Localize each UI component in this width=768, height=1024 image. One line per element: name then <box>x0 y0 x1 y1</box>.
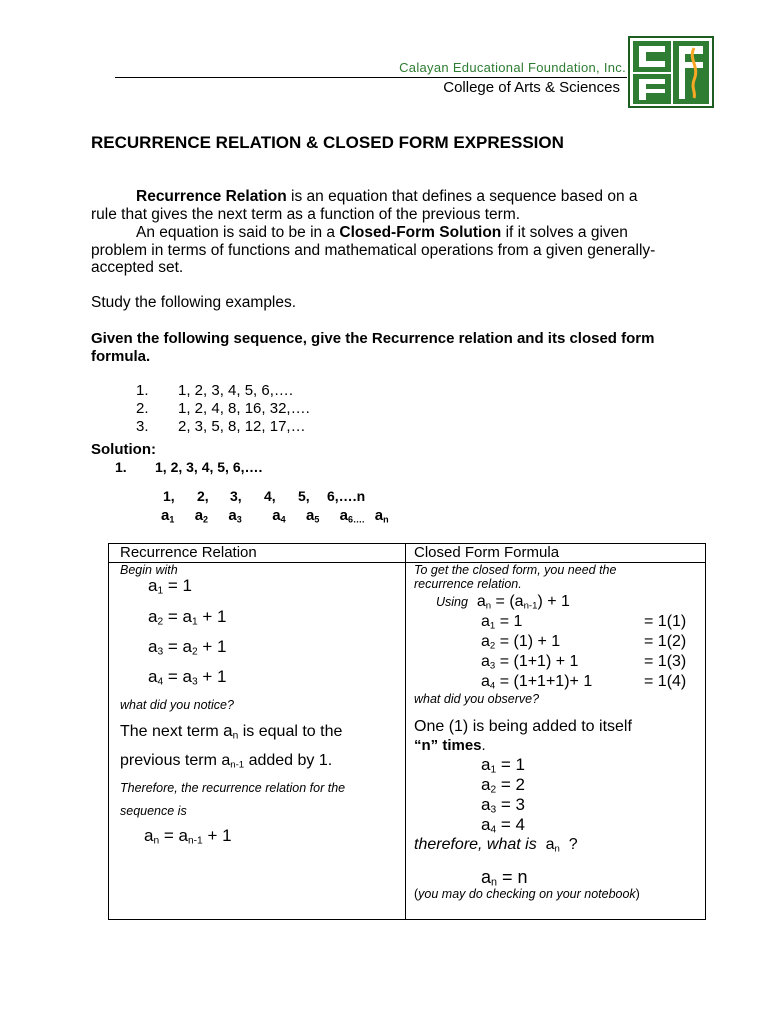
recurrence-definition <box>91 188 661 223</box>
example-sequence: 1, 2, 4, 8, 16, 32,…. <box>178 400 310 417</box>
closed-form-term: Closed-Form Solution <box>339 224 502 241</box>
therefore-question-text: therefore, what is <box>414 836 542 853</box>
col1-header: Recurrence Relation <box>120 544 257 561</box>
example-number: 3. <box>136 418 149 435</box>
equation-a3: $a_3 = a_2 + 1$ <box>148 637 227 658</box>
equation-a4: $a_4 = a_3 + 1$ <box>148 667 227 688</box>
equation-a2: $a_2 = a_1 + 1$ <box>148 607 227 628</box>
page-title: RECURRENCE RELATION & CLOSED FORM EXPRESSION <box>91 133 564 152</box>
example-sequence: 1, 2, 3, 4, 5, 6,…. <box>178 382 294 399</box>
value-a1: $a_1 = 1$ <box>481 755 525 776</box>
closed-a3: $a_3 = (1+1) + 1$ <box>481 653 579 672</box>
study-examples-text: Study the following examples. <box>91 294 297 311</box>
instruction-text: Given the following sequence, give the Recurrence relation and its closed form formula. <box>91 330 655 365</box>
closed-form-result: $a_n = n$ <box>481 867 528 889</box>
college-name: College of Arts & Sciences <box>443 79 620 96</box>
example-number: 2. <box>136 400 149 417</box>
equation-a1: $a_1 = 1$ <box>148 576 192 597</box>
recurrence-relation-result: $a_n = a_{n-1} + 1$ <box>144 826 232 847</box>
begin-with-text: Begin with <box>120 563 178 577</box>
closed-form-definition-text: if it solves a given problem in terms of functions and mathematical operations from a given generally-accepted set. <box>91 224 656 276</box>
closed-form-intro-2: recurrence relation. <box>414 577 522 591</box>
term-value: 4, <box>264 488 276 504</box>
solution-item-number: 1. <box>115 459 127 475</box>
example-number: 1. <box>136 382 149 399</box>
col2-header: Closed Form Formula <box>414 544 560 561</box>
using-label: Using <box>436 595 468 609</box>
check-note-text: you may do checking on your notebook <box>418 887 636 901</box>
cef-logo <box>628 36 714 108</box>
therefore-question: therefore, what is $a_n$ ? <box>414 836 578 855</box>
term-value: 3, <box>230 488 242 504</box>
value-a4: $a_4 = 4$ <box>481 815 525 836</box>
term-value: 2, <box>197 488 209 504</box>
recurrence-term: Recurrence Relation <box>136 188 287 205</box>
closed-a4-result: = 1(4) <box>644 673 687 690</box>
using-equation: Using $a_n = (a_{n-1}) + 1$ <box>436 593 570 612</box>
n-times-text: “n” times. <box>414 737 486 754</box>
closed-a1-result: = 1(1) <box>644 613 687 630</box>
closed-form-intro-1: To get the closed form, you need the <box>414 563 617 577</box>
header-rule <box>115 77 627 78</box>
term-symbols: $a_1$ $a_2$ $a_3$ $a_4$ $a_5$ $a_{6\dots.}$ $a_n$ <box>161 507 389 525</box>
n-times-bold: “n” times <box>414 737 482 754</box>
table-column-divider <box>405 544 406 919</box>
therefore-text: Therefore, the recurrence relation for the <box>120 781 346 795</box>
one-added-text: One (1) is being added to itself <box>414 718 632 735</box>
solution-item-sequence: 1, 2, 3, 4, 5, 6,…. <box>155 459 263 475</box>
closed-a1: $a_1 = 1$ <box>481 613 523 632</box>
closed-a3-result: = 1(3) <box>644 653 687 670</box>
sequence-is-text: sequence is <box>120 804 187 818</box>
solution-table <box>108 543 706 920</box>
term-value: 1, <box>163 488 175 504</box>
term-value: 5, <box>298 488 310 504</box>
value-a2: $a_2 = 2$ <box>481 775 525 796</box>
recurrence-definition-text: is an equation that defines a sequence based on a rule that gives the next term as a function of the previous term. <box>91 188 638 223</box>
closed-form-definition-start: An equation is said to be in a <box>136 224 340 241</box>
next-term-text: The next term $a_n$ is equal to the <box>120 721 343 742</box>
value-a3: $a_3 = 3$ <box>481 795 525 816</box>
closed-a2-result: = 1(2) <box>644 633 687 650</box>
organization-name: Calayan Educational Foundation, Inc. <box>399 60 626 75</box>
observe-question: what did you observe? <box>414 692 540 706</box>
closed-a4: $a_4 = (1+1+1)+ 1$ <box>481 673 593 692</box>
notice-question: what did you notice? <box>120 698 234 712</box>
example-sequence: 2, 3, 5, 8, 12, 17,… <box>178 418 306 435</box>
solution-label: Solution: <box>91 441 156 458</box>
closed-form-definition <box>91 224 661 277</box>
next-term-text-a: The next term <box>120 723 224 740</box>
closed-a2: $a_2 = (1) + 1$ <box>481 633 561 652</box>
term-value: 6,….n <box>327 488 366 504</box>
check-note: (you may do checking on your notebook) <box>414 887 640 901</box>
next-term-text-b: is equal to the <box>238 723 343 740</box>
previous-term-text-b: added by 1. <box>244 752 333 769</box>
previous-term-text-a: previous term a <box>120 752 231 769</box>
previous-term-text: previous term $a_{n-1}$ added by 1. <box>120 752 333 771</box>
